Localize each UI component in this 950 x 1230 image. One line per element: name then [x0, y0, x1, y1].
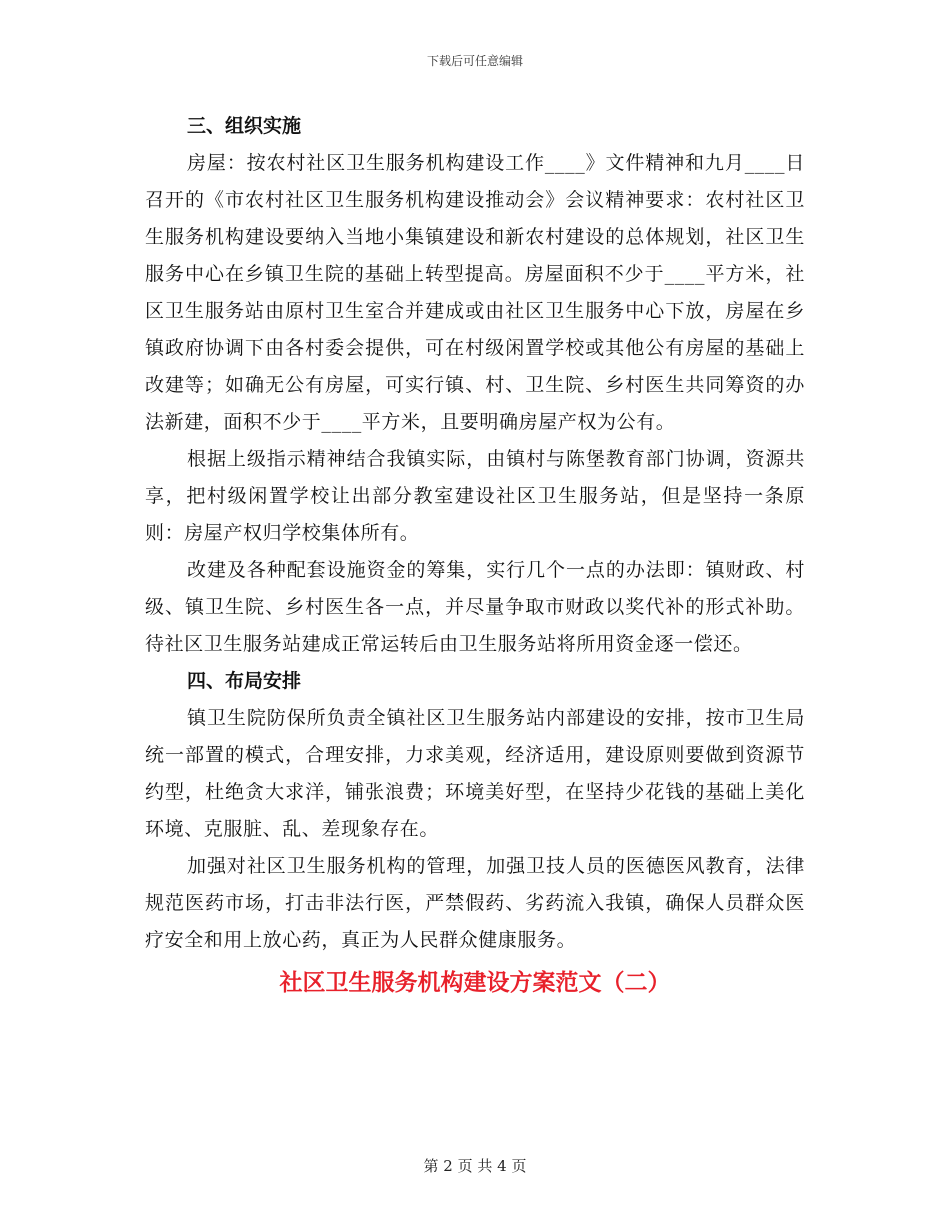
paragraph-layout-arrangement: 镇卫生院防保所负责全镇社区卫生服务站内部建设的安排，按市卫生局统一部置的模式，合理安排，力求美观，经济适用，建设原则要做到资源节约型，杜绝贪大求洋，铺张浪费；环境美好型，在坚持少花钱的基础上美化环境、克服脏、乱、差现象存在。	[145, 707, 805, 840]
section-heading-layout: 四、布局安排	[187, 670, 302, 692]
paragraph-funding: 改建及各种配套设施资金的筹集，实行几个一点的办法即：镇财政、村级、镇卫生院、乡村医生各一点，并尽量争取市财政以奖代补的形式补助。待社区卫生服务站建成正常运转后由卫生服务站将所用资金逐一偿还。	[145, 559, 805, 655]
page-header: 下载后可任意编辑	[426, 54, 523, 68]
page-number-footer: 第 2 页 共 4 页	[423, 1157, 527, 1175]
paragraph-management: 加强对社区卫生服务机构的管理，加强卫技人员的医德医风教育，法律规范医药市场，打击非法行医，严禁假药、劣药流入我镇，确保人员群众医疗安全和用上放心药，真正为人民群众健康服务。	[145, 855, 805, 951]
paragraph-housing: 房屋：按农村社区卫生服务机构建设工作____》文件精神和九月____日召开的《市农村社区卫生服务机构建设推动会》会议精神要求：农村社区卫生服务机构建设要纳入当地小集镇建设和新农村建设的总体规划，社区卫生服务中心在乡镇卫生院的基础上转型提高。房屋面积不少于____平方米，社区卫生服务站由原村卫生室合并建成或由社区卫生服务中心下放，房屋在乡镇政府协调下由各村委会提供，可在村级闲置学校或其他公有房屋的基础上改建等；如确无公有房屋，可实行镇、村、卫生院、乡村医生共同筹资的办法新建，面积不少于____平方米，且要明确房屋产权为公有。	[145, 152, 805, 433]
section-heading-organize: 三、组织实施	[187, 115, 302, 137]
paragraph-resource-sharing: 根据上级指示精神结合我镇实际，由镇村与陈堡教育部门协调，资源共享，把村级闲置学校让出部分教室建设社区卫生服务站，但是坚持一条原则：房屋产权归学校集体所有。	[145, 448, 805, 544]
document-body	[145, 108, 805, 1005]
next-document-title: 社区卫生服务机构建设方案范文（二）	[279, 970, 671, 996]
